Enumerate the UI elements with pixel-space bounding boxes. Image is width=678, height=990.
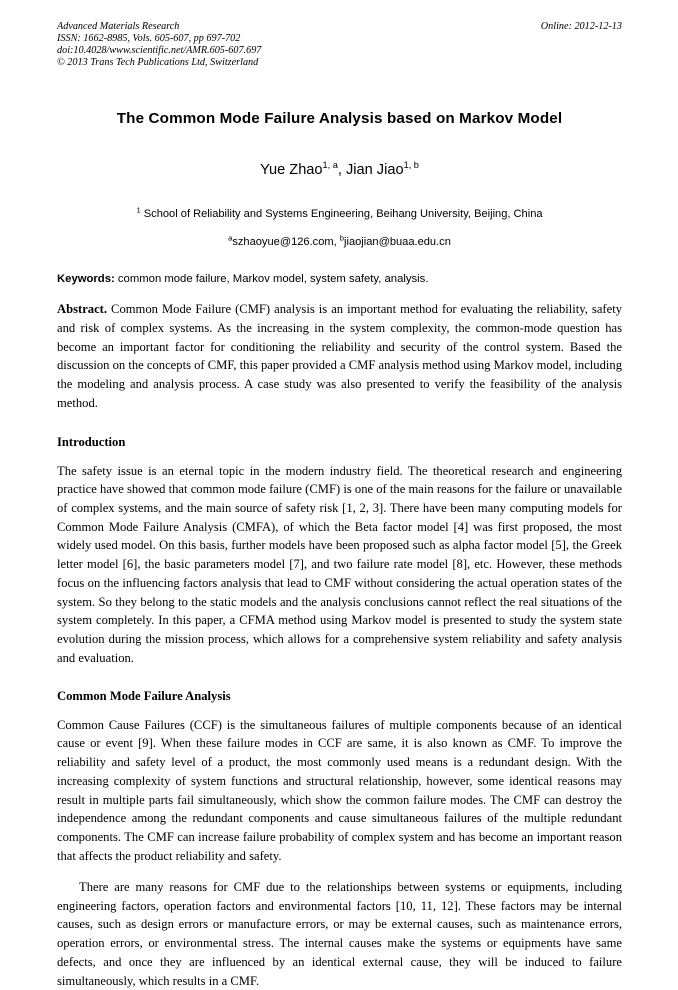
journal-doi: doi:10.4028/www.scientific.net/AMR.605-607.697: [57, 45, 262, 57]
page-title: The Common Mode Failure Analysis based on Markov Model: [116, 110, 563, 128]
abstract-text: Common Mode Failure (CMF) analysis is an important method for evaluating the reliability, safety and risk of complex systems. As the increasing in the system complexity, the common-mode question has become an important factor for conditioning the reliability and security of the control system. Based the discussion on the concepts of CMF, this paper provided a CMF analysis method using Markov model, including the modeling and analysis process. A case study was also presented to verify the feasibility of the analysis method.: [57, 302, 622, 410]
email-marker-a: a: [228, 233, 233, 243]
email-marker-b: b: [339, 233, 345, 243]
author-name-1: Yue Zhao: [260, 162, 323, 179]
email-address-a: szhaoyue@126.com,: [232, 236, 340, 249]
page-content: [57, 21, 622, 990]
keywords-text: common mode failure, Markov model, system safety, analysis.: [114, 273, 429, 286]
affiliation-marker: 1: [136, 205, 141, 215]
author-emails: [57, 234, 622, 250]
affiliation-text: School of Reliability and Systems Engineering, Beihang University, Beijing, China: [140, 208, 543, 221]
author-list: [57, 160, 622, 180]
paragraph-cmfa-2: There are many reasons for CMF due to the relationships between systems or equipments, including engineering factors, operation factors and environmental factors [10, 11, 12]. These factors may be internal causes, such as design errors or manufacture errors, or may be external causes, such as maintenance errors, operation errors, or environmental stress. The internal causes make the systems or equipments have same defects, and once they are influenced by an identical external cause, they will be induced to failure simultaneously, which results in a CMF.: [57, 880, 622, 988]
online-publication-date: Online: 2012-12-13: [540, 21, 622, 32]
journal-name: Advanced Materials Research: [57, 21, 180, 32]
affiliation: [57, 206, 622, 222]
author-name-2: Jian Jiao: [345, 162, 404, 179]
paragraph-cmfa-1: Common Cause Failures (CCF) is the simultaneous failures of multiple components because of an identical cause or event [9]. When these failure modes in CCF are same, it is also known as CMF. To improve the reliability and safety level of a product, the most commonly used means is a redundant design. With the increasing complexity of system functions and structural relationship, however, some identical reasons may result in multiple parts fail simultaneously, which show the common failure modes. The CMF can destroy the independence among the redundant components and cause simultaneous failures of the multiple redundant components. The CMF can increase failure probability of complex system and has become an important reason that affects the product reliability and safety.: [57, 717, 622, 863]
journal-header: [57, 21, 622, 69]
author-separator: ,: [337, 162, 346, 179]
paragraph-introduction-1: The safety issue is an eternal topic in the modern industry field. The theoretical research and engineering practice have showed that common mode failure (CMF) is one of the main reasons for the failure or unavailable of complex systems, and the main source of safety risk [1, 2, 3]. There have been many computing models for Common Mode Failure Analysis (CMFA), of which the Beta factor model [4] was first proposed, the most widely used model. On this basis, further models have been proposed such as alpha factor model [5], the Greek letter model [6], the basic parameters model [7], and two failure rate model [8], etc. However, these methods focus on the influencing factors analysis that lead to CMF without considering the actual operation states of the system. So they belong to the static models and the analysis conclusions cannot reflect the real situations of the system completely. In this paper, a CFMA method using Markov model is presented to study the system state evolution during the mission process, which allows for a comprehensive system reliability and safety analysis and evaluation.: [57, 463, 622, 665]
author-affiliation-marker-2: 1, b: [403, 160, 419, 171]
email-address-b: jiaojian@buaa.edu.cn: [344, 236, 451, 249]
section-heading-common-mode-failure-analysis: Common Mode Failure Analysis: [57, 689, 231, 704]
author-affiliation-marker-1: 1, a: [322, 160, 338, 171]
keywords-line: [57, 271, 622, 287]
section-heading-introduction: Introduction: [57, 434, 126, 449]
keywords-label: Keywords:: [57, 273, 115, 286]
journal-copyright: © 2013 Trans Tech Publications Ltd, Switzerland: [57, 57, 259, 69]
abstract-paragraph: [57, 300, 622, 412]
journal-issn-volume: ISSN: 1662-8985, Vols. 605-607, pp 697-702: [57, 33, 241, 45]
abstract-label: Abstract.: [57, 302, 108, 317]
journal-header-left: [57, 21, 477, 69]
